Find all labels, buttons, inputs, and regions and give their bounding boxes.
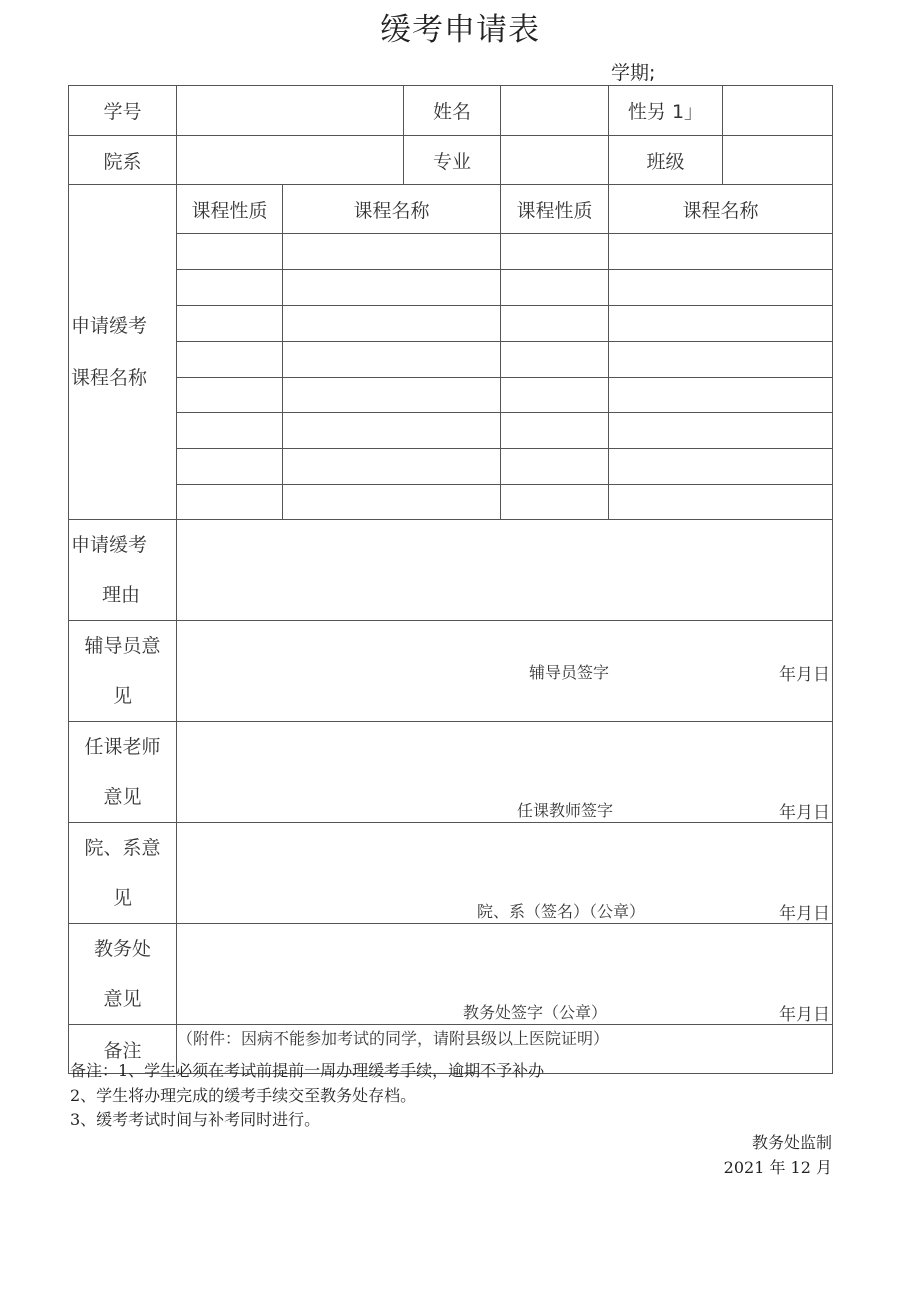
course-name-cell[interactable] [609, 449, 833, 485]
course-row [69, 449, 833, 485]
course-name-cell[interactable] [283, 270, 501, 306]
counselor-signature: 辅导员签字 [529, 662, 610, 682]
course-row [69, 306, 833, 342]
academic-office-signature: 教务处签字（公章） [463, 1003, 608, 1022]
name-field[interactable] [501, 86, 609, 136]
course-type-cell[interactable] [501, 413, 609, 449]
student-id-field[interactable] [177, 86, 404, 136]
academic-office-label [69, 924, 177, 1025]
column-course-type-2: 课程性质 [501, 185, 609, 234]
course-type-cell[interactable] [177, 413, 283, 449]
column-course-type-1: 课程性质 [177, 185, 283, 234]
gender-field[interactable] [723, 86, 833, 136]
counselor-label-line2: 见 [112, 685, 132, 707]
department-signature: 院、系（签名）（公章） [477, 901, 646, 921]
course-name-cell[interactable] [283, 234, 501, 270]
academic-office-label-line1: 教务处 [93, 938, 151, 960]
major-field[interactable] [501, 136, 609, 185]
course-type-cell[interactable] [177, 378, 283, 413]
academic-office-date: 年月日 [779, 1005, 830, 1025]
courses-side-label-line1: 申请缓考 [71, 315, 148, 337]
course-type-cell[interactable] [501, 342, 609, 378]
teacher-label-line1: 任课老师 [84, 736, 161, 758]
counselor-label [69, 621, 177, 722]
department-label: 院系 [69, 136, 177, 185]
remarks-text: （附件：因病不能参加考试的同学，请附县级以上医院证明） [177, 1029, 610, 1048]
course-name-cell[interactable] [283, 342, 501, 378]
courses-side-label [69, 185, 177, 520]
course-name-cell[interactable] [283, 378, 501, 413]
department-opinion-label-line1: 院、系意 [84, 837, 161, 859]
course-name-cell[interactable] [283, 449, 501, 485]
application-form [68, 85, 833, 1074]
department-opinion-field[interactable] [177, 823, 833, 924]
academic-office-opinion-field[interactable] [177, 924, 833, 1025]
major-label: 专业 [404, 136, 501, 185]
course-type-cell[interactable] [177, 270, 283, 306]
reason-label-line2: 理由 [102, 584, 141, 606]
remarks-label: 备注 [69, 1025, 177, 1074]
note-line-3: 3、缓考考试时间与补考同时进行。 [70, 1110, 321, 1129]
form-title: 缓考申请表 [380, 12, 540, 48]
reason-field[interactable] [177, 520, 833, 621]
department-opinion-label-line2: 见 [112, 887, 132, 909]
course-name-cell[interactable] [283, 485, 501, 520]
course-name-cell[interactable] [609, 485, 833, 520]
gender-label: 性另 1」 [609, 86, 723, 136]
counselor-label-line1: 辅导员意 [84, 635, 161, 657]
course-row [69, 270, 833, 306]
footer-date: 2021 年 12 月 [723, 1158, 832, 1177]
column-course-name-2: 课程名称 [609, 185, 833, 234]
column-course-name-1: 课程名称 [283, 185, 501, 234]
teacher-label [69, 722, 177, 823]
course-type-cell[interactable] [501, 485, 609, 520]
department-date: 年月日 [779, 903, 830, 924]
class-field[interactable] [723, 136, 833, 185]
course-name-cell[interactable] [609, 306, 833, 342]
course-type-cell[interactable] [501, 449, 609, 485]
student-id-label: 学号 [69, 86, 177, 136]
course-type-cell[interactable] [177, 485, 283, 520]
teacher-opinion-field[interactable] [177, 722, 833, 823]
note-line-2: 2、学生将办理完成的缓考手续交至教务处存档。 [70, 1086, 417, 1105]
course-name-cell[interactable] [609, 378, 833, 413]
counselor-date: 年月日 [779, 664, 830, 685]
course-row [69, 378, 833, 413]
course-type-cell[interactable] [501, 378, 609, 413]
note-line-1: 备注：1、学生必须在考试前提前一周办理缓考手续，逾期不予补办 [70, 1061, 545, 1080]
teacher-label-line2: 意见 [103, 786, 142, 808]
course-type-cell[interactable] [501, 234, 609, 270]
course-name-cell[interactable] [609, 413, 833, 449]
course-name-cell[interactable] [283, 413, 501, 449]
course-row [69, 342, 833, 378]
footer-issuer: 教务处监制 [751, 1133, 832, 1152]
course-type-cell[interactable] [177, 306, 283, 342]
course-type-cell[interactable] [177, 449, 283, 485]
course-type-cell[interactable] [501, 306, 609, 342]
course-type-cell[interactable] [177, 234, 283, 270]
department-field[interactable] [177, 136, 404, 185]
courses-side-label-line2: 课程名称 [71, 367, 148, 389]
course-name-cell[interactable] [609, 234, 833, 270]
course-row [69, 234, 833, 270]
course-name-cell[interactable] [283, 306, 501, 342]
course-name-cell[interactable] [609, 270, 833, 306]
class-label: 班级 [609, 136, 723, 185]
course-row [69, 485, 833, 520]
teacher-signature: 任课教师签字 [517, 801, 614, 820]
course-type-cell[interactable] [177, 342, 283, 378]
term-label: 学期; [611, 62, 656, 84]
reason-label-line1: 申请缓考 [71, 534, 148, 556]
course-name-cell[interactable] [609, 342, 833, 378]
department-opinion-label [69, 823, 177, 924]
academic-office-label-line2: 意见 [103, 988, 142, 1010]
counselor-opinion-field[interactable] [177, 621, 833, 722]
course-type-cell[interactable] [501, 270, 609, 306]
reason-label [69, 520, 177, 621]
name-label: 姓名 [404, 86, 501, 136]
course-row [69, 413, 833, 449]
teacher-date: 年月日 [779, 803, 830, 823]
